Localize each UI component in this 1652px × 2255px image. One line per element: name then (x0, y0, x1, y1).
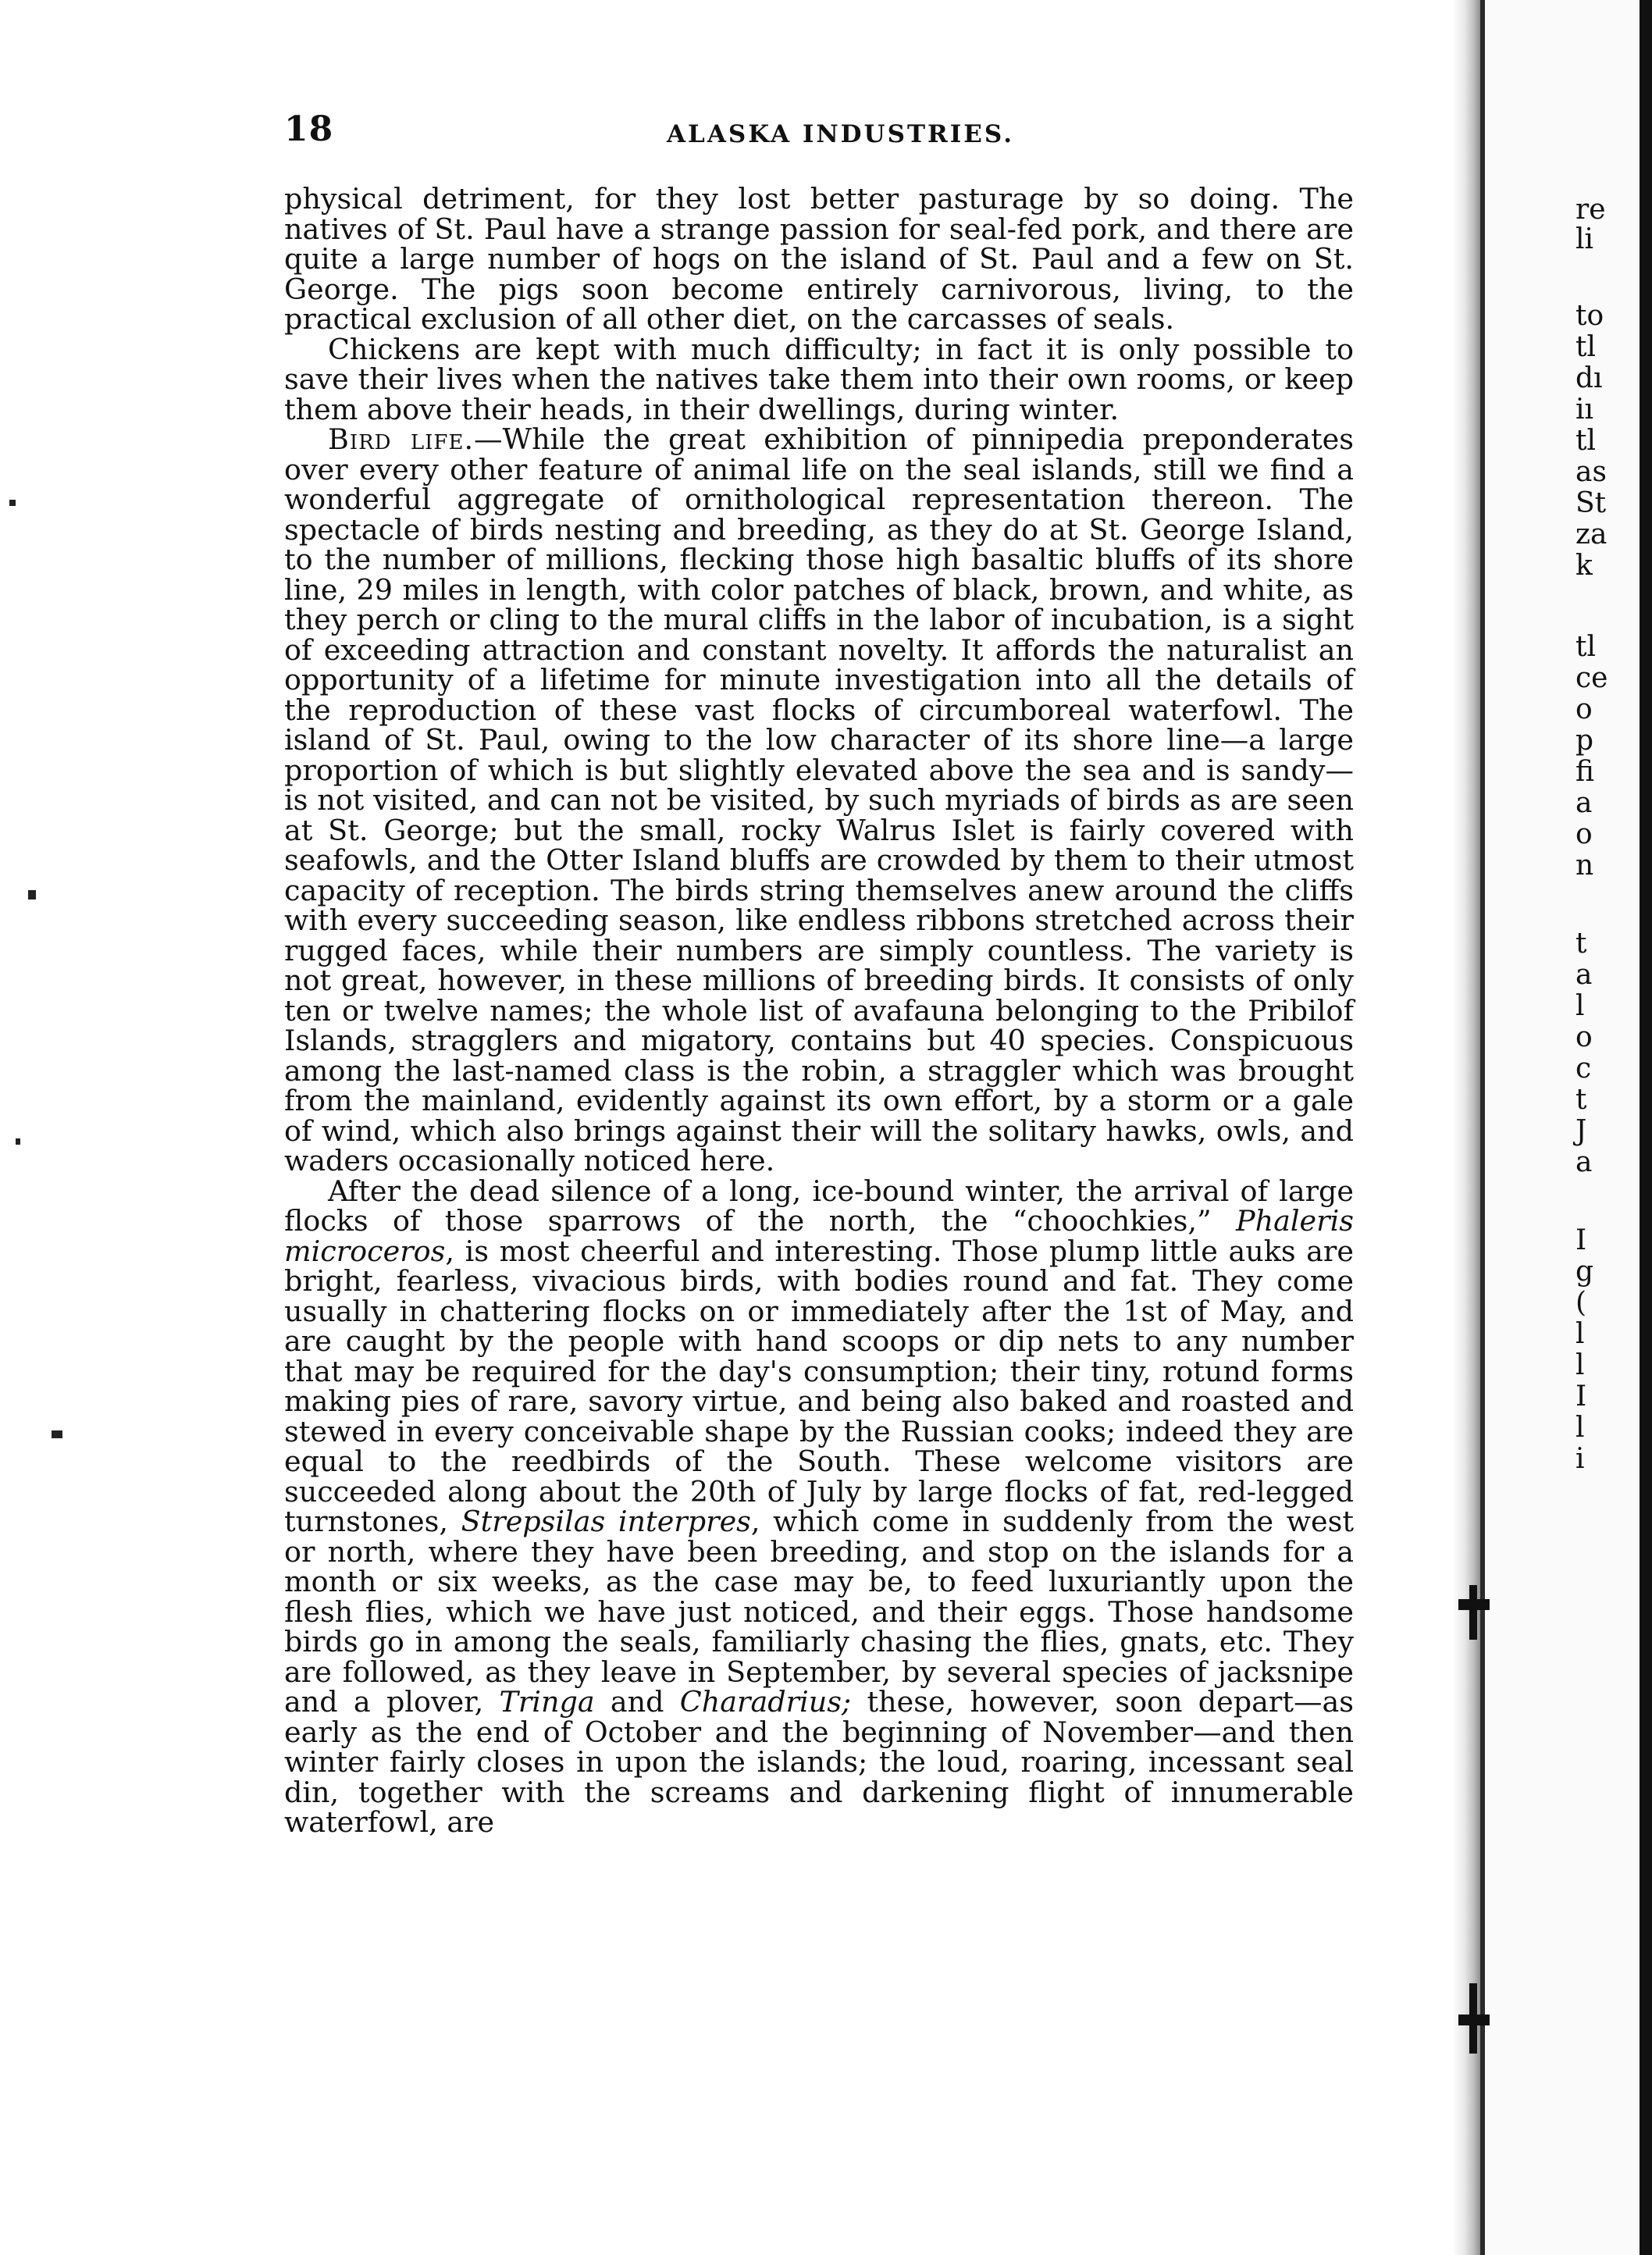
facing-fragment: t (1575, 1084, 1587, 1116)
binding-thread-mark (1458, 1599, 1490, 1610)
left-margin (0, 0, 47, 2255)
facing-fragment: za (1575, 518, 1607, 550)
binding-thread-mark (1458, 2015, 1490, 2025)
species-name: Phaleris microceros (284, 1204, 1354, 1268)
facing-fragment: dı (1575, 362, 1603, 394)
facing-fragment: a (1575, 959, 1593, 991)
facing-fragment: li (1575, 223, 1594, 255)
paragraph-text: After the dead silence of a long, ice-bound winter, the arrival of large flocks of those sparrows of the north, the “choochkies,” (284, 1174, 1354, 1238)
facing-fragment: tl (1575, 425, 1596, 457)
paragraph-chickens: Chickens are kept with much difficulty; in fact it is only possible to save their lives when the natives take them into their own rooms, or keep them above their heads, in their dwellings, during winter. (284, 332, 1354, 426)
facing-fragment: ( (1575, 1287, 1587, 1319)
facing-fragment: p (1575, 725, 1594, 757)
running-head: ALASKA INDUSTRIES. (667, 120, 1014, 148)
facing-fragment: l (1575, 1412, 1585, 1444)
facing-fragment: I (1575, 1380, 1587, 1412)
facing-fragment: J (1575, 1115, 1587, 1147)
paragraph-text: —While the great exhibition of pinnipedia preponderates over every other feature of animal life on the seal islands, still we find a wonderful aggregate of ornithological representation thereon. The spectacle of birds nesting and breeding, as they do at St. George Island, to the number of millions, flecking those high basaltic bluffs of its shore line, 29 miles in length, with color patches of black, brown, and white, as they perch or cling to the mural cliffs in the labor of incubation, is a sight of exceeding attraction and constant novelty. It affords the naturalist an opportunity of a lifetime for minute investigation into all the details of the reproduction of these vast flocks of circumboreal waterfowl. The island of St. Paul, owing to the low character of its shore line—a large proportion of which is but slightly elevated above the sea and is sandy—is not visited, and can not be visited, by such myriads of birds as are seen at St. George; but the small, rocky Walrus Islet is fairly covered with seafowls, and the Otter Island bluffs are crowded by them to their utmost capacity of reception. The birds string themselves anew around the cliffs with every succeeding season, like endless ribbons stretched across their rugged faces, while their numbers are simply countless. The variety is not great, however, in these millions of breeding birds. It consists of only ten or twelve names; the whole list of avafauna belonging to the Pribilof Islands, stragglers and migatory, contains but 40 species. Conspicuous among the last-named class is the robin, a straggler which was brought from the mainland, evidently against its own effort, by a storm or a gale of wind, which also brings against their will the solitary hawks, owls, and waders occasionally noticed here. (284, 422, 1354, 1177)
facing-fragment: c (1575, 1053, 1592, 1085)
paragraph-bird-life (284, 422, 1354, 1177)
facing-fragment: o (1575, 1021, 1593, 1053)
book-page (284, 109, 1354, 1838)
facing-fragment: I (1575, 1224, 1587, 1256)
facing-fragment: k (1575, 550, 1593, 582)
paragraph-text: , is most cheerful and interesting. Those plump little auks are bright, fearless, vivacious birds, with bodies round and fat. They come usually in chattering flocks on or immediately after the 1st of May, and are caught by the people with hand scoops or dip nets to any number that may be required for the day's consumption; their tiny, rotund forms making pies of rare, savory virtue, and being also baked and roasted and stewed in every conceivable shape by the Russian cooks; indeed they are equal to the reedbirds of the South. These welcome visitors are succeeded along about the 20th of July by large flocks of fat, red-legged turnstones, (284, 1234, 1354, 1538)
page-header (284, 109, 1354, 156)
facing-page-strip (1485, 0, 1652, 2255)
paragraph-text: and (594, 1685, 680, 1719)
facing-page-edge (1640, 0, 1652, 2255)
paragraph-migrants (284, 1174, 1355, 1839)
facing-fragment: t (1575, 928, 1587, 960)
species-name: Charadrius; (679, 1685, 852, 1719)
facing-fragment: re (1575, 194, 1606, 226)
facing-fragment: i (1575, 1443, 1585, 1475)
facing-fragment: a (1575, 1146, 1593, 1178)
facing-fragment: ce (1575, 662, 1608, 694)
facing-fragment: a (1575, 787, 1593, 819)
binding-gutter-shadow (1452, 0, 1483, 2255)
facing-fragment: tl (1575, 331, 1596, 363)
facing-fragment: to (1575, 300, 1604, 332)
species-name: Strepsilas interpres (461, 1505, 751, 1538)
facing-fragment: l (1575, 990, 1585, 1022)
scan-speck (9, 500, 16, 506)
scan-speck (16, 1138, 20, 1145)
binding-thread (1469, 1585, 1477, 1640)
paragraph-text: , which come in suddenly from the west or north, where they have been breeding, and stop on the islands for a month or six weeks, as the case may be, to feed luxuriantly upon the flesh flies, which we have just noticed, and their eggs. Those handsome birds go in among the seals, familiarly chasing the flies, gnats, etc. They are followed, as they leave in September, by several species of jacksnipe and a plover, (284, 1505, 1354, 1719)
body-text (284, 184, 1354, 1838)
facing-fragment: g (1575, 1256, 1594, 1288)
facing-fragment: l (1575, 1318, 1585, 1350)
paragraph-continuation: physical detriment, for they lost better pasturage by so doing. The natives of St. Paul have a strange passion for seal-fed pork, and there are quite a large number of hogs on the island of St. Paul and a few on St. George. The pigs soon become entirely carnivorous, living, to the practical exclusion of all other diet, on the carcasses of seals. (284, 182, 1354, 336)
facing-fragment: as (1575, 456, 1607, 488)
facing-fragment: St (1575, 487, 1607, 519)
species-name: Tringa (499, 1685, 595, 1719)
facing-fragment: n (1575, 850, 1594, 882)
facing-fragment: iı (1575, 394, 1594, 426)
paragraph-text: these, however, soon depart—as early as the end of October and the beginning of November—and then winter fairly closes in upon the islands; the loud, roaring, incessant seal din, together with the screams and darkening flight of innumerable waterfowl, are (284, 1685, 1355, 1839)
facing-fragment: fi (1575, 756, 1595, 788)
facing-fragment: tl (1575, 631, 1596, 663)
section-heading: Bird life. (328, 422, 475, 456)
page-number: 18 (284, 109, 334, 149)
scan-speck (52, 1430, 62, 1438)
facing-fragment: l (1575, 1349, 1585, 1381)
facing-fragment: o (1575, 693, 1593, 725)
facing-fragment: o (1575, 818, 1593, 850)
scan-speck (28, 890, 36, 900)
